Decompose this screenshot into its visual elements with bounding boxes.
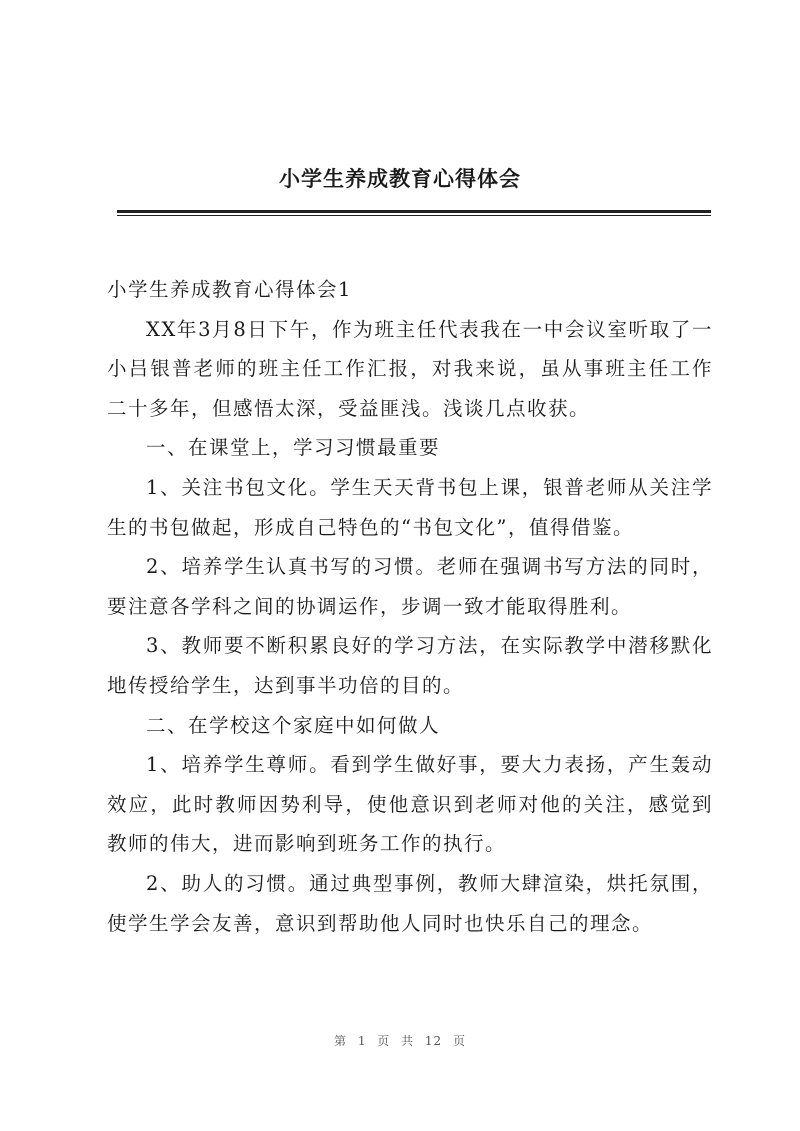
- paragraph: 3、教师要不断积累良好的学习方法，在实际教学中潜移默化地传授给学生，达到事半功倍的目的。: [107, 634, 713, 697]
- document-title: 小学生养成教育心得体会: [279, 166, 521, 191]
- section-heading: 小学生养成教育心得体会1: [107, 278, 352, 301]
- paragraph-heading: 二、在学校这个家庭中如何做人: [146, 713, 441, 737]
- title-divider-thin: [117, 215, 711, 216]
- paragraph: 1、关注书包文化。学生天天背书包上课，银普老师从关注学生的书包做起，形成自己特色的“书包文化”，值得借鉴。: [107, 475, 713, 539]
- paragraph: 2、助人的习惯。通过典型事例，教师大肆渲染，烘托氛围，使学生学会友善，意识到帮助他人同时也快乐自己的理念。: [107, 871, 713, 935]
- paragraph: 2、培养学生认真书写的习惯。老师在强调书写方法的同时，要注意各学科之间的协调运作，步调一致才能取得胜利。: [107, 555, 713, 618]
- paragraph: XX年3月8日下午，作为班主任代表我在一中会议室听取了一小吕银普老师的班主任工作汇报，对我来说，虽从事班主任工作二十多年，但感悟太深，受益匪浅。浅谈几点收获。: [107, 317, 713, 420]
- paragraph: 1、培养学生尊师。看到学生做好事，要大力表扬，产生轰动效应，此时教师因势利导，使他意识到老师对他的关注，感觉到教师的伟大，进而影响到班务工作的执行。: [107, 753, 713, 856]
- document-body: [107, 270, 713, 943]
- paragraph-heading: 一、在课堂上，学习习惯最重要: [146, 436, 441, 460]
- page-footer: 第 1 页 共 12 页: [334, 1034, 466, 1048]
- title-divider-thick: [117, 210, 711, 213]
